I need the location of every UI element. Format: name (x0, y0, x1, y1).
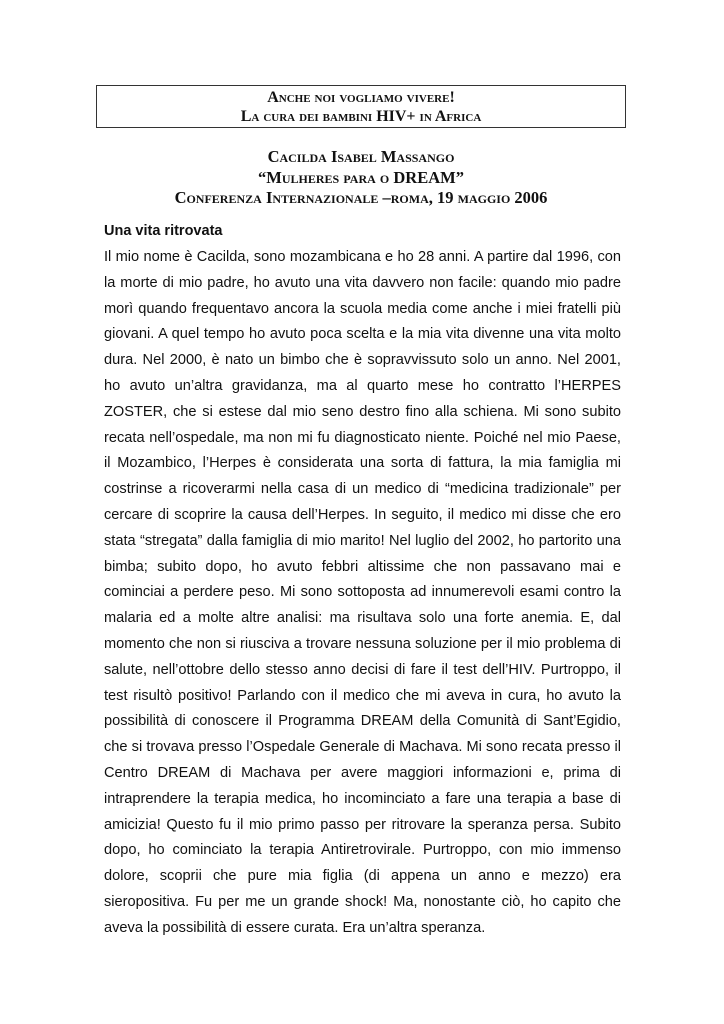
body-paragraph (104, 245, 621, 942)
paragraph-line: Centro DREAM di Machava per avere maggiori informazioni e, prima di (104, 764, 621, 781)
paragraph-line: cominciai a perdere peso. Mi sono sottoposta ad innumerevoli esami contro la (104, 584, 621, 601)
paragraph-line: che si trovava presso l’Ospedale Generale di Machava. Mi sono recata presso il (104, 739, 621, 756)
title-line-2: La cura dei bambini HIV+ in Africa (240, 108, 482, 125)
paragraph-line: malaria ed a molte altre analisi: ma risultava solo una forte anemia. E, dal (104, 610, 621, 627)
paragraph-line: dopo, ho cominciato la terapia Antiretrovirale. Purtroppo, con mio immenso (104, 842, 621, 859)
paragraph-line: il Mozambico, l’Herpes è considerata una sorta di fattura, la mia famiglia mi (104, 455, 621, 472)
author-block (96, 147, 626, 209)
paragraph-line: ho avuto un’altra gravidanza, ma al quarto mese ho contratto l’HERPES (104, 377, 621, 394)
paragraph-line: bimba; subito dopo, ho avuto febbri altissime che non passavano mai e (104, 558, 621, 575)
paragraph-line: dura. Nel 2000, è nato un bimbo che è sopravvissuto solo un anno. Nel 2001, (104, 352, 621, 369)
paragraph-line: dolore, scoprii che pure mia figlia (di appena un anno e mezzo) era (104, 868, 621, 885)
section-heading: Una vita ritrovata (104, 223, 223, 239)
paragraph-line: morì quando frequentavo ancora la scuola media come anche i miei fratelli più (104, 300, 621, 317)
title-line-1: Anche noi vogliamo vivere! (267, 89, 455, 106)
paragraph-line: aveva la possibilità di essere curata. Era un’altra speranza. (104, 919, 486, 936)
paragraph-line: amicizia! Questo fu il mio primo passo per ritrovare la speranza persa. Subito (104, 816, 621, 833)
paragraph-line: cercare di scoprire la causa dell’Herpes. In seguito, il medico mi disse che ero (104, 506, 621, 523)
paragraph-line: ZOSTER, che si estese dal mio seno destro fino alla schiena. Mi sono subito (104, 403, 621, 420)
conference-line: Conferenza Internazionale –roma, 19 maggio 2006 (174, 188, 548, 207)
paragraph-line: costrinse a ricoverarmi nella casa di un medico di “medicina tradizionale” per (104, 481, 621, 498)
title-box (96, 85, 626, 128)
paragraph-line: test risultò positivo! Parlando con il medico che mi aveva in cura, ho avuto la (104, 687, 621, 704)
paragraph-line: momento che non si riusciva a trovare nessuna soluzione per il mio problema di (104, 635, 621, 652)
paragraph-line: Il mio nome è Cacilda, sono mozambicana e ho 28 anni. A partire dal 1996, con (104, 249, 621, 265)
paragraph-line: possibilità di conoscere il Programma DREAM della Comunità di Sant’Egidio, (104, 713, 621, 730)
paragraph-line: recata nell’ospedale, ma non mi fu diagnosticato niente. Poiché nel mio Paese, (104, 429, 621, 446)
author-affiliation: “Mulheres para o DREAM” (258, 167, 464, 187)
paragraph-line: salute, nell’ottobre dello stesso anno decisi di fare il test dell’HIV. Purtroppo, il (104, 661, 621, 678)
paragraph-line: la morte di mio padre, ho avuto una vita davvero non facile: quando mio padre (104, 274, 621, 291)
paragraph-line: stata “stregata” dalla famiglia di mio marito! Nel luglio del 2002, ho partorito una (104, 532, 621, 549)
paragraph-line: giovani. A quel tempo ho avuto poca scelta e la mia vita divenne una vita molto (104, 326, 621, 343)
paragraph-line: sieropositiva. Fu per me un grande shock! Ma, nonostante ciò, ho capito che (104, 893, 621, 910)
paragraph-line: intraprendere la terapia medica, ho incominciato a fare una terapia a base di (104, 790, 621, 807)
author-name: Cacilda Isabel Massango (267, 147, 455, 166)
